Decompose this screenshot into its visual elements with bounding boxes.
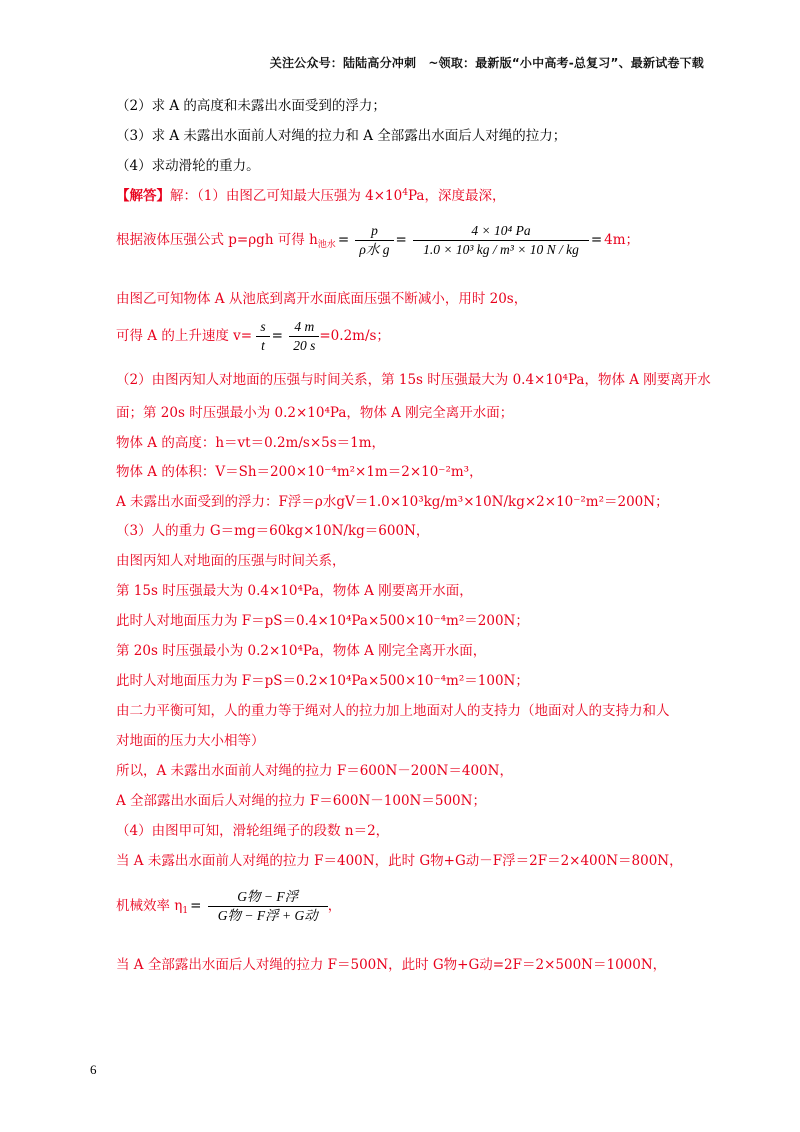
answer-line-13: 此时人对地面压力为 F＝pS＝0.4×10⁴Pa×500×10⁻⁴m²＝200N； (116, 613, 529, 629)
fraction-efficiency: $\frac{\text{G物 − F浮}}{\text{G物 − F浮 + G动}}$ (208, 888, 328, 925)
fraction-p-over-rho-g: $\frac{p}{\text{ρ水 g}}$ (355, 222, 393, 259)
answer-line-19: A 全部露出水面后人对绳的拉力 F＝600N－100N＝500N； (116, 793, 486, 809)
fraction-speed-calc: $\frac{4 m}{20 s}$ (289, 318, 319, 355)
answer-line-2: 根据液体压强公式 p=ρgh 可得 $h_{池水}$ = $\frac{p}{\text{ρ水 g}}$ = $\frac{\text{4 × 10⁴ Pa}}{\text{1.0 × 10³ kg / m³ × 10 N / kg}}$ = 4m； (116, 223, 640, 257)
fraction-depth-calc: $\frac{\text{4 × 10⁴ Pa}}{\text{1.0 × 10³ kg / m³ × 10 N / kg}}$ (413, 222, 589, 259)
answer-line-18: 所以，A 未露出水面前人对绳的拉力 F＝600N－200N＝400N， (116, 763, 513, 779)
answer-line-16: 由二力平衡可知，人的重力等于绳对人的拉力加上地面对人的支持力（地面对人的支持力和人 (116, 703, 670, 719)
answer-line-23: 当 A 全部露出水面后人对绳的拉力 F＝500N，此时 G物+G动=2F＝2×500N＝1000N， (116, 957, 667, 973)
question-4: （4）求动滑轮的重力。 (116, 158, 260, 174)
page-number: 6 (90, 1062, 97, 1077)
answer-line-11: 由图丙知人对地面的压强与时间关系， (116, 553, 346, 569)
answer-line-21: 当 A 未露出水面前人对绳的拉力 F＝400N，此时 G物+G动－F浮＝2F＝2×400N＝800N， (116, 853, 683, 869)
answer-tag: 【解答】 (116, 188, 170, 204)
answer-line-1: 【解答】解：（1）由图乙可知最大压强为 $4\times 10^4Pa$，深度最深， (116, 188, 506, 204)
question-2: （2）求 A 的高度和未露出水面受到的浮力； (116, 98, 386, 114)
answer-line-5: （2）由图丙知人对地面的压强与时间关系，第 15s 时压强最大为 0.4×10⁴Pa，物体 A 刚要离开水 (116, 372, 711, 388)
answer-line-15: 此时人对地面压力为 F＝pS＝0.2×10⁴Pa×500×10⁻⁴m²＝100N； (116, 673, 529, 689)
answer-line-20: （4）由图甲可知，滑轮组绳子的段数 n＝2， (116, 823, 390, 839)
answer-line-17: 对地面的压力大小相等） (116, 733, 265, 749)
answer-line-22: 机械效率 $\eta_1$ = $\frac{\text{G物 − F浮}}{\text{G物 − F浮 + G动}}$ ， (116, 889, 342, 923)
answer-line-12: 第 15s 时压强最大为 0.4×10⁴Pa，物体 A 刚要离开水面， (116, 583, 473, 599)
answer-line-4: 可得 A 的上升速度 v= $\frac{s}{t}$ = $\frac{4 m}{20 s}$ =0.2m/s； (116, 319, 390, 353)
question-3: （3）求 A 未露出水面前人对绳的拉力和 A 全部露出水面后人对绳的拉力； (116, 128, 567, 144)
answer-line-14: 第 20s 时压强最小为 0.2×10⁴Pa，物体 A 刚完全离开水面， (116, 643, 487, 659)
answer-line-6: 面；第 20s 时压强最小为 0.2×10⁴Pa，物体 A 刚完全离开水面； (116, 405, 514, 421)
page-header: 关注公众号：陆陆高分冲刺 ~领取：最新版“小中高考-总复习”、最新试卷下载 (269, 56, 704, 70)
answer-line-7: 物体 A 的高度：h＝vt＝0.2m/s×5s＝1m， (116, 435, 386, 451)
answer-line-9: A 未露出水面受到的浮力：F浮＝ρ水gV＝1.0×10³kg/m³×10N/kg×2×10⁻²m²＝200N； (116, 494, 669, 510)
answer-line-10: （3）人的重力 G＝mg＝60kg×10N/kg＝600N， (116, 523, 430, 539)
answer-line-8: 物体 A 的体积：V＝Sh＝200×10⁻⁴m²×1m＝2×10⁻²m³， (116, 464, 483, 480)
answer-line-3: 由图乙可知物体 A 从池底到离开水面底面压强不断减小，用时 20s， (116, 291, 528, 307)
fraction-s-over-t: $\frac{s}{t}$ (256, 318, 269, 355)
